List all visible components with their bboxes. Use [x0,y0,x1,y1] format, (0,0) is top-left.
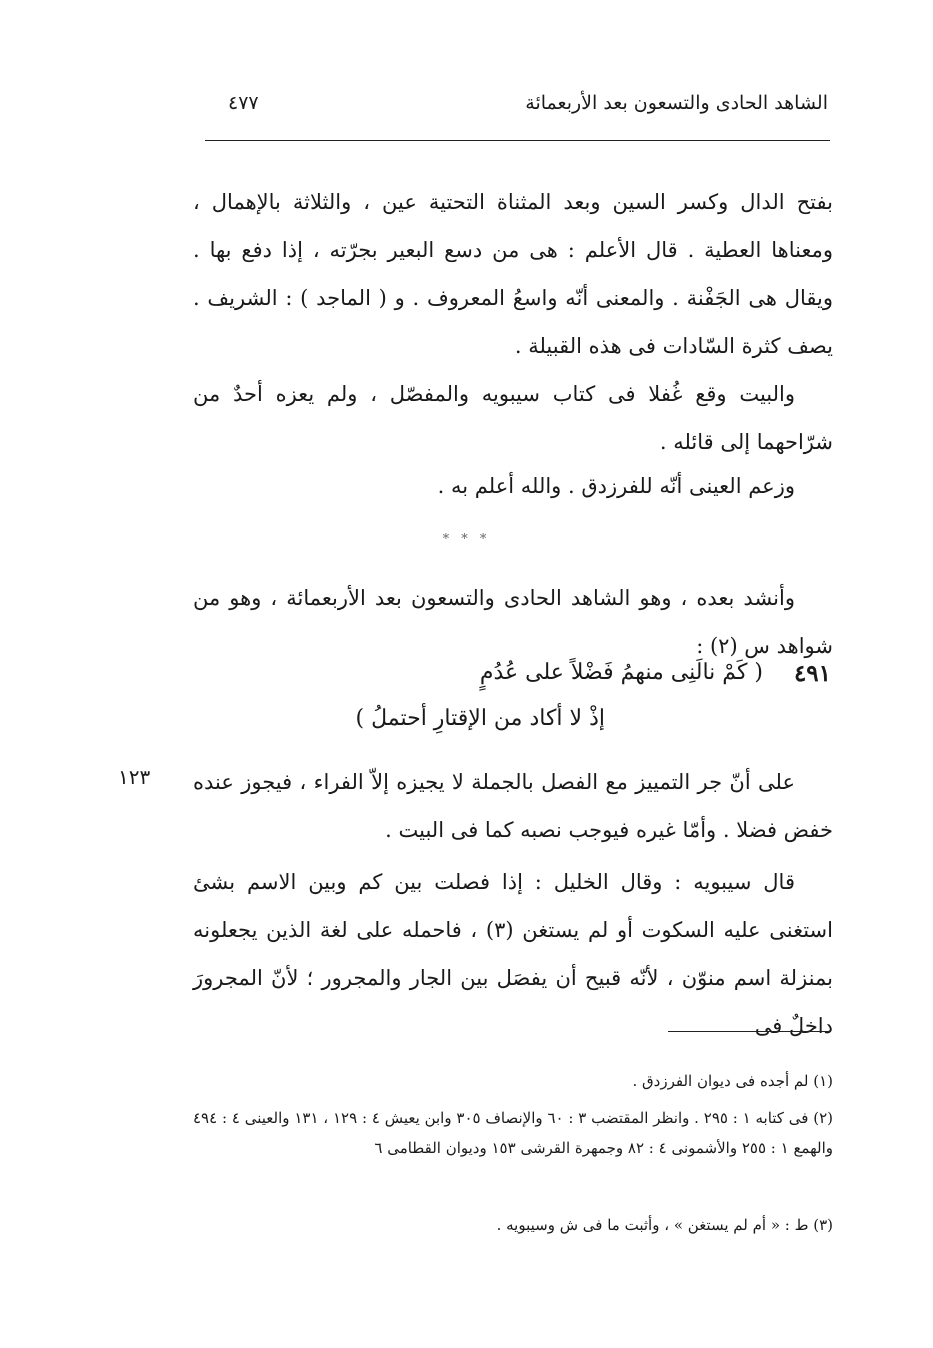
running-title: الشاهد الحادى والتسعون بعد الأربعمائة [525,92,828,114]
footnote-3: (٣) ط : « أم لم يستغن » ، وأثبت ما فى ش وسيبويه . [496,1216,833,1234]
paragraph-5: على أنّ جر التمييز مع الفصل بالجملة لا يجيزه إلاّ الفراء ، فيجوز عنده خفض فضلا . وأمّا غيره فيوجب نصبه كما فى البيت . [193,770,833,842]
paragraph-2: والبيت وقع غُفلا فى كتاب سيبويه والمفصّل ، ولم يعزه أحدٌ من شرّاحهما إلى قائله . [193,382,833,454]
paragraph-1: بفتح الدال وكسر السين وبعد المثناة التحتية عين ، والثلاثة بالإهمال ، ومعناها العطية . قال الأعلم : هى من دسع البعير بجرّته ، إذا دفع بها . ويقال هى الجَفْنة . والمعنى أنّه واسعُ المعروف . و ( الماجد ) : الشريف . يصف كثرة السّادات فى هذه القبيلة . [193,190,833,358]
paragraph-3: وزعم العينى أنّه للفرزدق . والله أعلم به . [437,474,795,498]
header-rule [205,140,830,141]
footnote-2: (٢) فى كتابه ١ : ٢٩٥ . وانظر المقتضب ٣ : ٦٠ والإنصاف ٣٠٥ وابن يعيش ٤ : ١٢٩ ، ١٣١ والعينى ٤ : ٤٩٤ والهمع ١ : ٢٥٥ والأشمونى ٤ : ٨٢ وجمهرة القرشى ١٥٣ وديوان القطامى ٦ [193,1109,834,1157]
footnote-1: (١) لم أجده فى ديوان الفرزدق . [632,1072,833,1090]
section-separator: * * * [442,532,491,547]
paragraph-4: وأنشد بعده ، وهو الشاهد الحادى والتسعون بعد الأربعمائة ، وهو من شواهد س (٢) : [193,586,833,658]
paragraph-6: قال سيبويه : وقال الخليل : إذا فصلت بين كم وبين الاسم بشئ استغنى عليه السكوت أو لم يستغن (٣) ، فاحمله على لغة الذين يجعلونه بمنزلة اسم منوّن ، لأنّه قبيح أن يفصَل بين الجار والمجرور ؛ لأنّ المجرورَ داخلٌ فى [193,870,833,1038]
page-number: ٤٧٧ [228,92,259,114]
verse-line-2: إذْ لا أكاد من الإقتارِ أحتملُ ) [355,706,605,731]
verse-number: ٤٩١ [793,660,831,687]
margin-reference-number: ١٢٣ [118,765,151,789]
verse-line-1: ( كَمْ نالَنِى منهمُ فَضْلاً على عُدُمٍ [479,660,763,685]
footnote-rule [668,1031,830,1032]
